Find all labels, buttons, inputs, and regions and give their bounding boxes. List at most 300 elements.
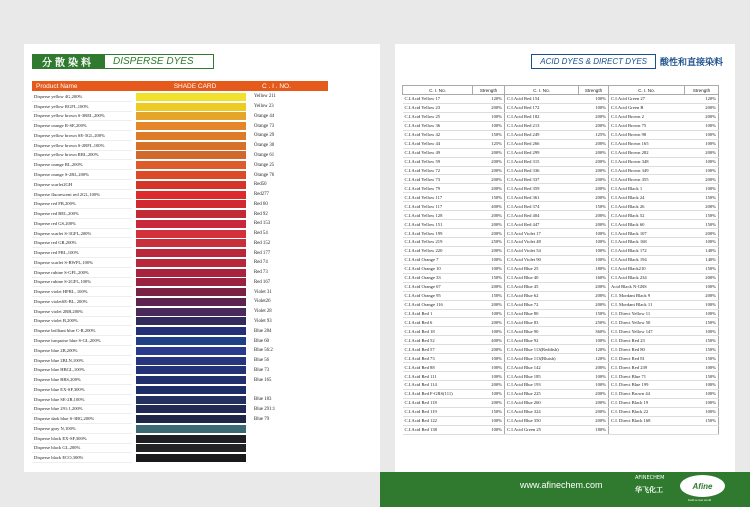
product-name: Disperse violetSE-BL, 200% (32, 297, 132, 307)
strength: 100% (685, 184, 719, 193)
strength: 200% (473, 318, 505, 327)
strength: 200% (473, 300, 505, 309)
ci-name: C.I.Acid Red 114 (403, 381, 473, 390)
strength: 100% (685, 121, 719, 130)
table-row (403, 184, 719, 193)
disperse-row (32, 268, 310, 278)
ci-name: C.I.Acid Yellow 220 (403, 246, 473, 255)
ci-name: C.I.Acid Yellow 44 (403, 139, 473, 148)
strength: 120% (473, 95, 505, 104)
strength: 100% (685, 309, 719, 318)
ci-name: C.I.Acid Yellow 42 (403, 130, 473, 139)
strength: 125% (579, 130, 609, 139)
disperse-row (32, 151, 310, 161)
acid-title-cn: 酸性和直接染料 (656, 54, 727, 69)
strength: 150% (579, 309, 609, 318)
shade-swatch (136, 376, 246, 384)
ci-number: Red 167 (254, 279, 271, 285)
ci-number: Orange 61 (254, 152, 275, 158)
ci-name: C.I.Acid Red 213 (505, 121, 579, 130)
product-name: Disperse blue 2B,200% (32, 346, 132, 356)
ci-name: C.I.Acid Black 168 (609, 238, 685, 247)
strength: 100% (473, 354, 505, 363)
disperse-row (32, 444, 310, 454)
disperse-row (32, 307, 310, 317)
afine-logo-icon: Afine (680, 475, 725, 497)
product-name: Disperse scarlet S-BWFL,100% (32, 258, 132, 268)
ci-name: C.I.Acid Violet 90 (505, 255, 579, 264)
strength: 100% (685, 381, 719, 390)
table-row (403, 345, 719, 354)
ci-name: C.I.Acid Violet 17 (505, 229, 579, 238)
ci-name: C.I. Mordant Black 9 (609, 291, 685, 300)
ci-name: C.I.Acid Blue 62 (505, 291, 579, 300)
strength: 200% (579, 148, 609, 157)
shade-swatch (136, 103, 246, 111)
strength: 100% (685, 407, 719, 416)
table-row (403, 273, 719, 282)
table-row (403, 202, 719, 211)
ci-name: C.I. Direct Black 19 (609, 398, 685, 407)
ci-number: Orange 25 (254, 162, 275, 168)
ci-name: C.I.Acid Blue 260 (505, 398, 579, 407)
shade-swatch (136, 405, 246, 413)
ci-name: C.I.Acid Red 182 (505, 112, 579, 121)
strength: 200% (473, 175, 505, 184)
table-row (403, 363, 719, 372)
product-name: Disperse red GS,200% (32, 219, 132, 229)
ci-name: C.I.Acid Blue 350 (505, 416, 579, 425)
table-row (403, 291, 719, 300)
strength: 200% (579, 220, 609, 229)
shade-swatch (136, 142, 246, 150)
strength: 100% (685, 327, 719, 336)
shade-swatch (136, 93, 246, 101)
strength: 150% (685, 372, 719, 381)
table-row (403, 166, 719, 175)
ci-number: Blue 56 (254, 358, 270, 364)
strength: 150% (473, 291, 505, 300)
product-name: Disperse black EX-SF,300% (32, 434, 132, 444)
shade-swatch (136, 200, 246, 208)
strength: 250% (473, 238, 505, 247)
strength: 200% (579, 398, 609, 407)
ci-name: C.I.Acid Blue 90 (505, 327, 579, 336)
disperse-row (32, 92, 310, 102)
ci-name: C.I.Acid Blue 72 (505, 300, 579, 309)
strength: 200% (473, 229, 505, 238)
table-row (403, 229, 719, 238)
ci-name: C.I.Acid Yellow 25 (403, 112, 473, 121)
product-name: Disperse blue 291:1,200% (32, 405, 132, 415)
strength: 200% (685, 202, 719, 211)
strength: 140% (685, 255, 719, 264)
acid-dyes-table (402, 85, 719, 435)
shade-swatch (136, 308, 246, 316)
table-row (403, 157, 719, 166)
product-name: Disperse fluorescent red 2GL,100% (32, 190, 132, 200)
disperse-row (32, 317, 310, 327)
ci-name: C.I.Acid Red 172 (505, 103, 579, 112)
ci-name: C.I.Acid Yellow 151 (403, 220, 473, 229)
disperse-row (32, 326, 310, 336)
col-strength: Strength (685, 86, 719, 95)
ci-number: Orange 44 (254, 113, 275, 119)
table-row (403, 398, 719, 407)
strength: 200% (579, 282, 609, 291)
strength: 200% (473, 184, 505, 193)
strength: 100% (473, 389, 505, 398)
disperse-header (32, 54, 214, 69)
strength: 200% (473, 166, 505, 175)
ci-number: Blue 183 (254, 397, 272, 403)
strength: 200% (473, 211, 505, 220)
ci-name: C.I.Acid Red 88 (403, 363, 473, 372)
ci-number: Red 74 (254, 260, 268, 266)
strength: 200% (473, 246, 505, 255)
shade-swatch (136, 210, 246, 218)
shade-swatch (136, 366, 246, 374)
table-row (403, 148, 719, 157)
strength: 100% (473, 416, 505, 425)
ci-name: C.I.Acid Red 57 (403, 345, 473, 354)
col-ci-no: C. I. No. (403, 86, 473, 95)
ci-name: C.I. Direct Brown 44 (609, 389, 685, 398)
ci-name: C.I.Acid Yellow 59 (403, 157, 473, 166)
shade-swatch (136, 171, 246, 179)
product-name: Disperse blue 2BLN,100% (32, 356, 132, 366)
disperse-rows (32, 92, 310, 463)
ci-name: C.I.Acid Blue 92 (505, 336, 579, 345)
ci-name: C.I.Acid Black 234 (609, 273, 685, 282)
shade-swatch (136, 239, 246, 247)
strength: 360% (579, 327, 609, 336)
strength: 200% (579, 112, 609, 121)
strength: 100% (473, 363, 505, 372)
table-row (403, 211, 719, 220)
product-name: Disperse red GR,200% (32, 238, 132, 248)
ci-name: C.I.Acid Yellow 49 (403, 148, 473, 157)
strength: 150% (685, 264, 719, 273)
ci-name: C.I.Acid Red 122 (403, 416, 473, 425)
strength: 200% (473, 398, 505, 407)
ci-number: Red50 (254, 182, 267, 188)
strength: 200% (579, 211, 609, 220)
strength: 150% (685, 318, 719, 327)
strength: 100% (473, 264, 505, 273)
disperse-row (32, 170, 310, 180)
shade-swatch (136, 454, 246, 462)
strength: 200% (685, 112, 719, 121)
disperse-row (32, 160, 310, 170)
ci-name: C.I. Direct Black 168 (609, 416, 685, 425)
ci-number: Orange 76 (254, 172, 275, 178)
ci-name: C.I. Direct Yellow 50 (609, 318, 685, 327)
ci-number: Blue 79 (254, 416, 270, 422)
ci-name: C.I.Acid Yellow 72 (403, 166, 473, 175)
table-row (403, 318, 719, 327)
strength: 200% (473, 381, 505, 390)
ci-number: Blue 284 (254, 328, 272, 334)
ci-number: Red 177 (254, 250, 271, 256)
shade-swatch (136, 220, 246, 228)
table-row (403, 300, 719, 309)
strength: 100% (579, 238, 609, 247)
product-name: Disperse dark blue S-3BG,200% (32, 414, 132, 424)
strength: 200% (685, 103, 719, 112)
ci-name: C.I.Acid Red 361 (505, 193, 579, 202)
strength: 150% (685, 211, 719, 220)
disperse-row (32, 180, 310, 190)
product-name: Disperse orange RL,200% (32, 160, 132, 170)
ci-name: C.I.Acid Blue 193 (505, 381, 579, 390)
ci-name: C.I. Direct Yellow 11 (609, 309, 685, 318)
ci-name: C.I.Acid Red F-GRS(111) (403, 389, 473, 398)
strength: 200% (473, 282, 505, 291)
table-row (403, 238, 719, 247)
disperse-row (32, 405, 310, 415)
shade-swatch (136, 298, 246, 306)
strength: 150% (685, 345, 719, 354)
table-row (403, 372, 719, 381)
ci-name: C.I.Acid Blue 113(Reddish) (505, 345, 579, 354)
strength: 100% (685, 389, 719, 398)
acid-header (531, 54, 727, 69)
strength: 100% (685, 363, 719, 372)
ci-name: C.I.Acid Orange 33 (403, 273, 473, 282)
shade-swatch (136, 425, 246, 433)
ci-name (609, 425, 685, 434)
ci-name: C.I.Acid Red 52 (403, 336, 473, 345)
strength: 100% (473, 309, 505, 318)
table-row (403, 309, 719, 318)
strength: 200% (473, 157, 505, 166)
strength: 150% (685, 416, 719, 425)
col-shade-card: SHADE CARD (173, 82, 217, 90)
shade-swatch (136, 278, 246, 286)
ci-name: C.I.Acid Black210 (609, 264, 685, 273)
strength: 200% (579, 157, 609, 166)
shade-swatch (136, 386, 246, 394)
strength: 100% (685, 166, 719, 175)
shade-swatch (136, 337, 246, 345)
table-row (403, 416, 719, 425)
strength: 100% (473, 425, 505, 434)
ci-name: C.I.Acid Brown 349 (609, 166, 685, 175)
ci-number: Blue 165 (254, 377, 272, 383)
disperse-row (32, 356, 310, 366)
ci-number: Red 152 (254, 240, 271, 246)
table-row (403, 95, 719, 104)
product-name: Disperse scarlet2GH (32, 180, 132, 190)
table-row (403, 336, 719, 345)
ci-name: C.I. Direct Black 22 (609, 407, 685, 416)
ci-name: C.I. Mordant Black 11 (609, 300, 685, 309)
table-row (403, 425, 719, 434)
disperse-row (32, 190, 310, 200)
ci-name: C.I.Acid Orange 116 (403, 300, 473, 309)
table-row (403, 389, 719, 398)
strength: 150% (473, 130, 505, 139)
ci-name: C.I.Acid Brown 282 (609, 148, 685, 157)
col-product-name: Product Name (36, 82, 78, 90)
strength: 100% (685, 238, 719, 247)
ci-name: C.I.Acid Red 118 (403, 398, 473, 407)
brand-cn: 华飞化工 (635, 486, 663, 494)
product-name: Disperse yellow brown RRL,200% (32, 151, 132, 161)
strength: 100% (685, 398, 719, 407)
ci-name: C.I.Acid Yellow 73 (403, 175, 473, 184)
ci-number: Violet 28 (254, 309, 272, 315)
ci-name: C.I.Acid Yellow 36 (403, 121, 473, 130)
disperse-row (32, 278, 310, 288)
shade-swatch (136, 151, 246, 159)
ci-name: C.I.Acid Red 111 (403, 372, 473, 381)
ci-name: C.I.Acid Violet 48 (505, 238, 579, 247)
disperse-row (32, 395, 310, 405)
disperse-row (32, 287, 310, 297)
table-row (403, 381, 719, 390)
strength: 200% (579, 407, 609, 416)
ci-name: C.I.Acid Red 404 (505, 211, 579, 220)
ci-name: C.I.Acid Yellow 79 (403, 184, 473, 193)
disperse-row (32, 141, 310, 151)
shade-swatch (136, 317, 246, 325)
product-name: Disperse rubine S-2GFL,100% (32, 278, 132, 288)
ci-name: C.I. Direct Blue 199 (609, 381, 685, 390)
table-row (403, 175, 719, 184)
product-name: Disperse orange R-SE,200% (32, 121, 132, 131)
ci-number: Blue 56:2 (254, 348, 273, 354)
col-ci-no: C . I . NO. (262, 82, 291, 90)
ci-name: C.I.Acid Red 119 (403, 407, 473, 416)
ci-number: Red 153 (254, 221, 271, 227)
ci-name: C.I.Acid Green 25 (505, 425, 579, 434)
disperse-row (32, 385, 310, 395)
strength: 120% (579, 354, 609, 363)
ci-name: C.I.Acid Red 18 (403, 327, 473, 336)
ci-number: Red 54 (254, 231, 268, 237)
product-name: Disperse red BEL,200% (32, 209, 132, 219)
table-row (403, 246, 719, 255)
strength: 200% (473, 345, 505, 354)
disperse-row (32, 121, 310, 131)
ci-number: Blue 291:1 (254, 406, 276, 412)
table-row (403, 193, 719, 202)
col-strength: Strength (579, 86, 609, 95)
strength: 100% (685, 130, 719, 139)
disperse-row (32, 414, 310, 424)
ci-name: C.I.Acid Red 1 (403, 309, 473, 318)
ci-name: C.I.Acid Brown 98 (609, 130, 685, 139)
strength: 200% (685, 229, 719, 238)
product-name: Disperse red FRL,100% (32, 248, 132, 258)
shade-swatch (136, 122, 246, 130)
strength: 150% (685, 193, 719, 202)
strength: 100% (685, 282, 719, 291)
ci-name: C.I.Acid Blue 225 (505, 389, 579, 398)
strength: 100% (473, 327, 505, 336)
product-name: Disperse violet 2RB,200% (32, 307, 132, 317)
disperse-row (32, 219, 310, 229)
shade-swatch (136, 435, 246, 443)
ci-name: Acid Black N-GRS (609, 282, 685, 291)
disperse-row (32, 209, 310, 219)
shade-swatch (136, 396, 246, 404)
brand-en: AFINECHEM (635, 475, 665, 481)
ci-number: Yellow 23 (254, 104, 274, 110)
strength: 100% (579, 372, 609, 381)
strength: 200% (685, 273, 719, 282)
ci-number: Red 60 (254, 201, 268, 207)
product-name: Disperse blue HBGL,100% (32, 365, 132, 375)
ci-name: C.I.Acid Red 337 (505, 175, 579, 184)
product-name: Disperse red FB,200% (32, 199, 132, 209)
product-name: Disperse violet HFRL, 100% (32, 287, 132, 297)
strength: 200% (579, 184, 609, 193)
product-name: Disperse brilliant blue C-R,200% (32, 326, 132, 336)
ci-name: C.I.Acid Violet 54 (505, 246, 579, 255)
strength: 100% (579, 255, 609, 264)
strength: 200% (579, 121, 609, 130)
strength: 200% (473, 220, 505, 229)
ci-name: C.I.Acid Orange 10 (403, 264, 473, 273)
ci-number: Orange 73 (254, 123, 275, 129)
disperse-row (32, 258, 310, 268)
ci-number: Blue 60 (254, 338, 270, 344)
strength: 100% (685, 139, 719, 148)
ci-name: C.I.Acid Brown 355 (609, 175, 685, 184)
strength: 200% (579, 166, 609, 175)
ci-name: C.I.Acid Blue 185 (505, 372, 579, 381)
strength: 400% (473, 336, 505, 345)
ci-number: Blue 73 (254, 367, 270, 373)
strength: 100% (473, 372, 505, 381)
disperse-row (32, 297, 310, 307)
strength: 100% (579, 229, 609, 238)
ci-name: C.I. Direct Red 23 (609, 336, 685, 345)
shade-swatch (136, 327, 246, 335)
ci-name: C.I.Acid Green B (609, 103, 685, 112)
disperse-row (32, 336, 310, 346)
ci-name: C.I.Acid Red 6 (403, 318, 473, 327)
col-strength: Strength (473, 86, 505, 95)
product-name: Disperse yellow brown S-3REL,200% (32, 112, 132, 122)
strength: 140% (685, 246, 719, 255)
ci-name: C.I.Acid Blue 83 (505, 318, 579, 327)
strength: 200% (473, 148, 505, 157)
ci-name: C.I.Acid Yellow 117 (403, 202, 473, 211)
ci-name: C.I.Acid Red 138 (403, 425, 473, 434)
strength: 150% (685, 336, 719, 345)
website-link[interactable]: www.afinechem.com (520, 480, 603, 490)
table-row (403, 264, 719, 273)
shade-swatch (136, 249, 246, 257)
shade-swatch (136, 288, 246, 296)
ci-number: Violet26 (254, 299, 271, 305)
strength: 150% (579, 202, 609, 211)
table-row (403, 327, 719, 336)
ci-name: C.I.Acid Red 336 (505, 166, 579, 175)
ci-name: C.I.Acid Yellow 17 (403, 95, 473, 104)
table-row (403, 354, 719, 363)
ci-name: C.I.Acid Orange 95 (403, 291, 473, 300)
disperse-row (32, 112, 310, 122)
strength: 200% (579, 300, 609, 309)
strength: 100% (579, 246, 609, 255)
ci-name: C.I.Acid Black 52 (609, 211, 685, 220)
ci-number: Red 92 (254, 211, 268, 217)
